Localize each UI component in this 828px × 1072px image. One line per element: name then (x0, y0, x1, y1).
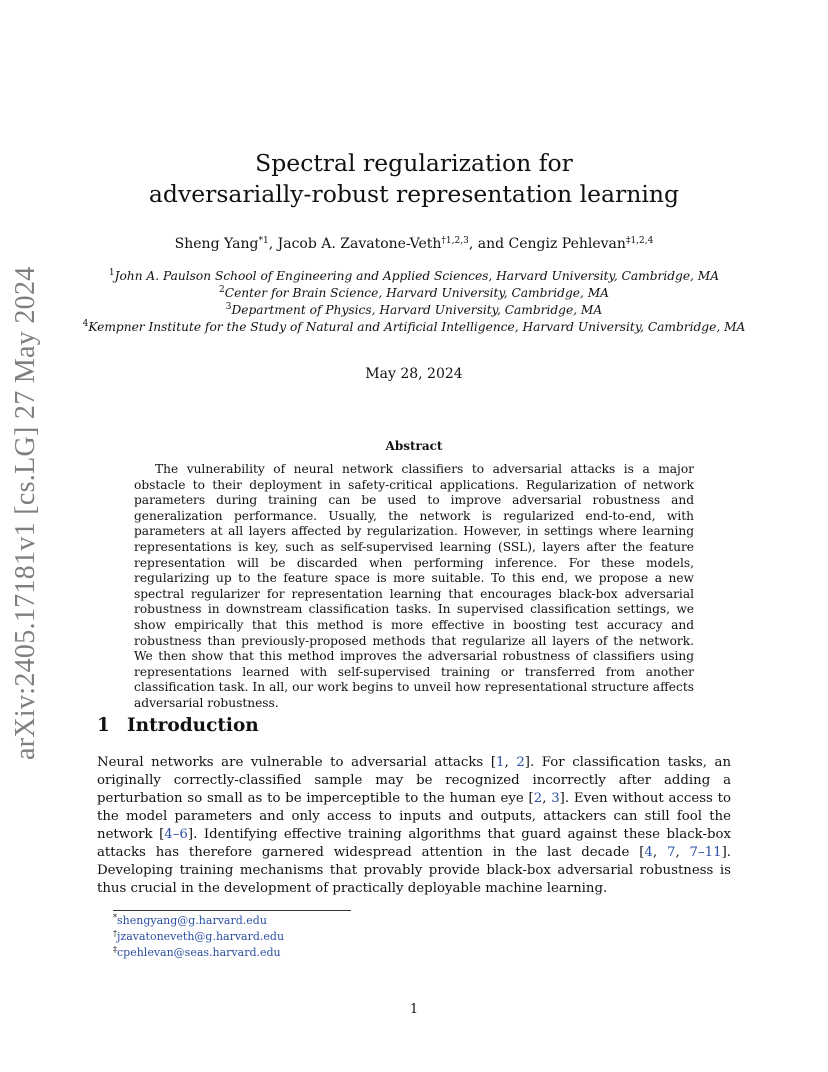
intro-text: ]. Identifying effective training algorithms that guard against these black-box attacks has therefore garnered widespread attention in the last decade [ (97, 827, 731, 860)
page-number: 1 (409, 1002, 419, 1017)
email-link[interactable]: shengyang@g.harvard.edu (117, 914, 267, 927)
intro-text: Neural networks are vulnerable to adversarial attacks [ (97, 755, 497, 770)
affiliations (0, 268, 828, 336)
intro-text: ]. Developing training mechanisms that provably provide black-box adversarial robustness is thus crucial in the development of practically deployable machine learning. (97, 845, 731, 896)
affiliation (0, 319, 828, 336)
email-link[interactable]: jzavatoneveth@g.harvard.edu (117, 930, 285, 943)
footnote-mark: ‡ (113, 945, 117, 954)
author-superscript: ‡1,2,4 (625, 236, 654, 246)
affiliation-text: Center for Brain Science, Harvard University, Cambridge, MA (224, 286, 609, 300)
email-link[interactable]: cpehlevan@seas.harvard.edu (117, 946, 281, 959)
intro-text: , (542, 791, 552, 806)
affiliation (0, 285, 828, 302)
intro-text: , (652, 845, 667, 860)
author-name: Sheng Yang (174, 236, 259, 252)
affiliation-number: 1 (108, 268, 115, 278)
affiliation-text: Kempner Institute for the Study of Natural and Artificial Intelligence, Harvard University, Cambridge, MA (88, 320, 746, 334)
section-number: 1 (97, 715, 110, 736)
paper-title (0, 148, 828, 210)
author-name: Jacob A. Zavatone-Veth (277, 236, 442, 252)
intro-text: ]. For classification tasks, an originally correctly-classified sample may be recognized incorrectly after adding a perturbation so small as to be imperceptible to the human eye [ (97, 755, 732, 806)
author-separator: , and (468, 236, 509, 252)
title-line-1: Spectral regularization for (255, 149, 573, 177)
author-separator: , (268, 236, 278, 252)
affiliation (0, 268, 828, 285)
author-list (0, 236, 828, 252)
title-line-2: adversarially-robust representation learning (148, 180, 680, 208)
intro-text: , (675, 845, 690, 860)
abstract-text: The vulnerability of neural network classifiers to adversarial attacks is a major obstacle to their deployment in safety-critical applications. Regularization of network parameters during training can be used to improve adversarial robustness and generalization performance. Usually, the network is regularized end-to-end, with parameters at all layers affected by regularization. However, in settings where learning representations is key, such as self-supervised learning (SSL), layers after the feature representation will be discarded when performing inference. For these models, regularizing up to the feature space is more suitable. To this end, we propose a new spectral regularizer for representation learning that encourages black-box adversarial robustness in downstream classification tasks. In supervised classification settings, we show empirically that this method is more effective in boosting test accuracy and robustness than previously-proposed methods that regularize all layers of the network. We then show that this method improves the adversarial robustness of classifiers using representations learned with self-supervised training or transferred from another classification task. In all, our work begins to unveil how representational structure affects adversarial robustness. (134, 462, 694, 710)
footnote-divider (113, 910, 351, 911)
footnotes (113, 913, 284, 961)
section-heading (97, 715, 259, 736)
affiliation-number: 2 (219, 285, 225, 295)
publication-date: May 28, 2024 (365, 366, 463, 382)
author-superscript: *1 (258, 236, 269, 246)
footnote (113, 945, 284, 961)
affiliation-number: 4 (82, 319, 89, 329)
affiliation-text: Department of Physics, Harvard University, Cambridge, MA (231, 303, 603, 317)
author-name: Cengiz Pehlevan (508, 236, 626, 252)
citation-link[interactable]: 4–6 (164, 827, 188, 842)
footnote-mark: † (113, 929, 117, 938)
intro-text: , (504, 755, 517, 770)
affiliation (0, 302, 828, 319)
citation-link[interactable]: 2 (533, 791, 543, 806)
footnote (113, 929, 284, 945)
citation-link[interactable]: 2 (516, 755, 525, 770)
citation-link[interactable]: 3 (551, 791, 560, 806)
abstract-body (134, 462, 694, 712)
citation-link[interactable]: 7–11 (689, 845, 722, 860)
affiliation-number: 3 (225, 302, 232, 312)
section-title: Introduction (127, 715, 259, 736)
citation-link[interactable]: 4 (644, 845, 653, 860)
footnote (113, 913, 284, 929)
affiliation-text: John A. Paulson School of Engineering and Applied Sciences, Harvard University, Cambridge, MA (114, 269, 720, 283)
intro-text: ]. Even without access to the model parameters and only access to inputs and outputs, attackers can still fool the network [ (97, 791, 731, 842)
author-superscript: †1,2,3 (441, 236, 469, 246)
arxiv-identifier: arXiv:2405.17181v1 [cs.LG] 27 May 2024 (10, 266, 41, 760)
footnote-mark: * (113, 913, 117, 922)
citation-link[interactable]: 7 (666, 845, 676, 860)
citation-link[interactable]: 1 (496, 755, 505, 770)
intro-paragraph (97, 754, 731, 898)
abstract-heading: Abstract (385, 439, 443, 453)
